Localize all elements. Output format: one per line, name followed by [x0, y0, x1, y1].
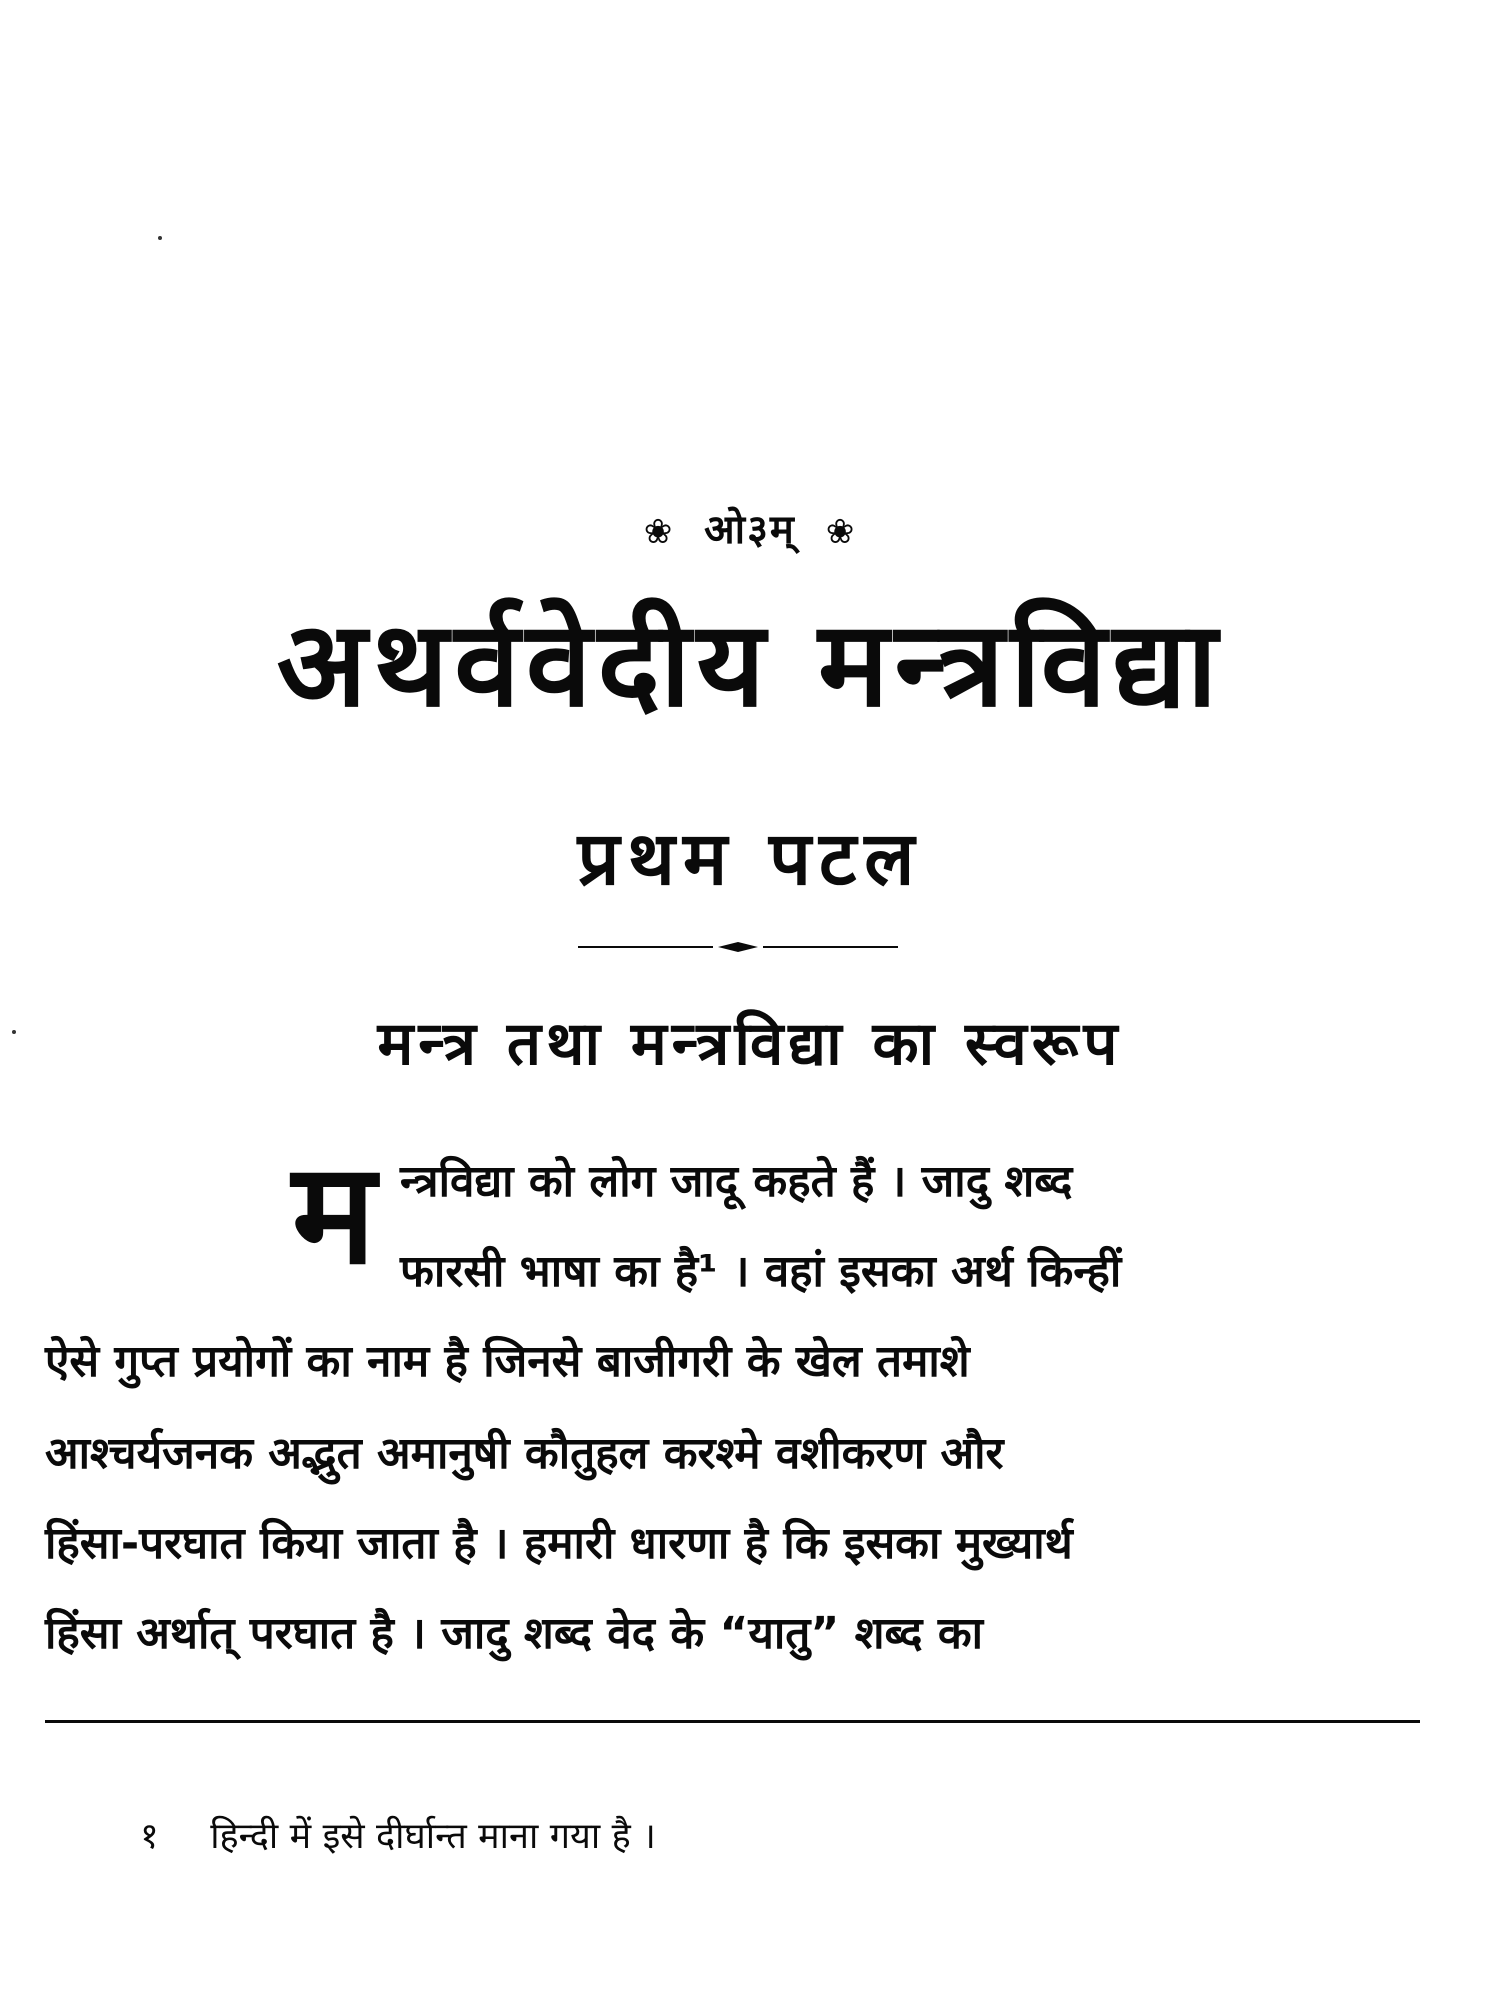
- section-heading: मन्त्र तथा मन्त्रविद्या का स्वरूप: [377, 1009, 1123, 1079]
- body-line: आश्चर्यजनक अद्भुत अमानुषी कौतुहल करश्मे वशीकरण और: [45, 1428, 1004, 1479]
- body-line: न्त्रविद्या को लोग जादू कहते हैं । जादु शब्द: [400, 1156, 1073, 1207]
- print-speck: [158, 236, 162, 240]
- drop-cap: म: [292, 1133, 376, 1296]
- footnote-text: हिन्दी में इसे दीर्घान्त माना गया है ।: [210, 1816, 656, 1857]
- flower-ornament-icon: ❀: [825, 512, 857, 552]
- invocation-text: ओ३म्: [704, 507, 796, 553]
- footnote: [140, 1810, 656, 1859]
- body-line: ऐसे गुप्त प्रयोगों का नाम है जिनसे बाजीगरी के खेल तमाशे: [45, 1336, 970, 1387]
- book-title: अथर्ववेदीय मन्त्रविद्या: [276, 595, 1224, 733]
- body-line: हिंसा अर्थात् परघात है । जादु शब्द वेद के “यातु” शब्द का: [45, 1608, 984, 1659]
- body-line: हिंसा-परघात किया जाता है । हमारी धारणा है कि इसका मुख्यार्थ: [45, 1518, 1073, 1569]
- invocation-line: [0, 500, 1500, 555]
- ornamental-divider: [578, 940, 898, 954]
- chapter-subtitle: प्रथम पटल: [577, 816, 923, 902]
- footnote-divider: [45, 1720, 1420, 1723]
- footnote-number: १: [140, 1816, 159, 1857]
- flower-ornament-icon: ❀: [643, 512, 675, 552]
- body-line: फारसी भाषा का है¹ । वहां इसका अर्थ किन्हीं: [400, 1246, 1122, 1297]
- print-speck: [12, 1030, 16, 1034]
